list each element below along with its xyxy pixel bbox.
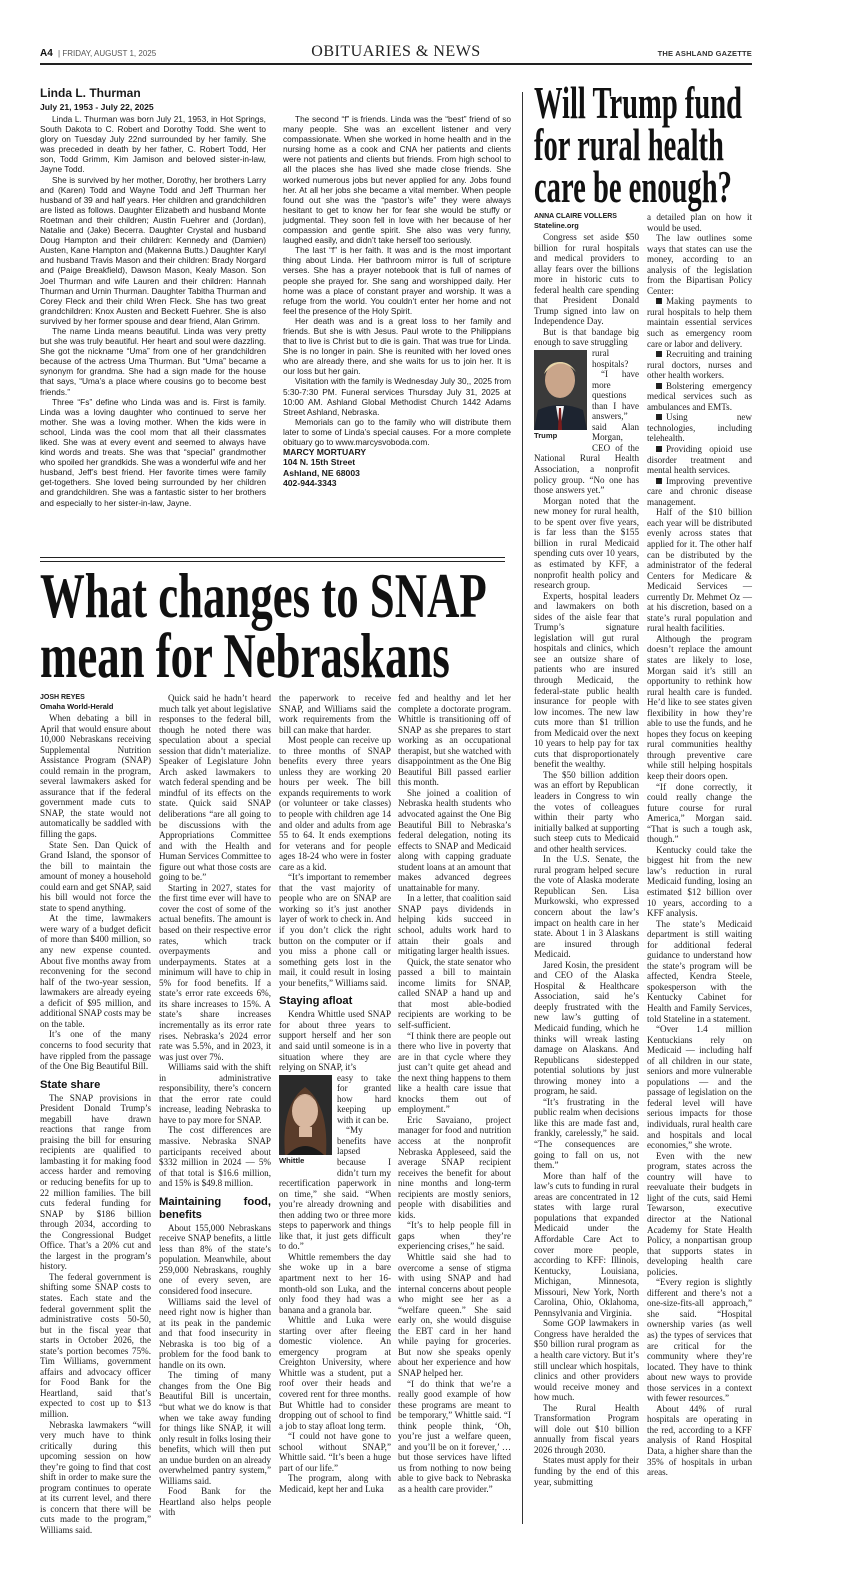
paragraph: Whittle remembers the day she woke up in a bare apartment next to her 16-month-old son Luka, and the only food they had was a banana and a granola bar. <box>279 1251 391 1315</box>
paragraph: Food Bank for the Heartland also helps people with <box>159 1486 271 1518</box>
bullet-item <box>647 444 752 476</box>
mortuary-info <box>283 447 511 488</box>
paragraph: But is that bandage big enough to save struggling <box>534 326 639 348</box>
photo-trump <box>534 350 587 442</box>
paragraph: Although the program doesn’t replace the amount states are likely to lose, Morgan said it’s still an opportunity to rethink how rural health care is funded. He’d like to see states given flexibility in how they’re able to use the funds, and he hopes they focus on keeping rural communities healthy through preventive care while still helping hospitals keep their doors open. <box>647 633 752 781</box>
paragraph: In a letter, that coalition said SNAP pays dividends in helping kids succeed in school, adults work hard to attain their goals and mitigating larger health issues. <box>398 893 511 957</box>
byline <box>534 212 639 230</box>
snap-story-column-2 <box>159 693 271 1525</box>
page-header-left <box>40 48 156 59</box>
paragraph: Congress set aside $50 billion for rural hospitals and medical providers to allay fears over the billions more in historic cuts to federal health care spending that President Donald Trump signed into law on Independence Day. <box>534 232 639 327</box>
paragraph: Williams said the level of need right now is higher than at its peak in the pandemic and that food insecurity in Nebraska is too big of a problem for the food bank to handle on its own. <box>159 1296 271 1370</box>
square-bullet-icon <box>656 478 662 484</box>
paragraph: “I do think that we’re a really good example of how these programs are meant to be temporary,” Whittle said. “I think people think, ‘Oh, you’re just a welfare queen, and you’ll be on it forever,’ … but those services have lifted us from nothing to now being able to give back to Nebraska as a health care provider.” <box>398 1378 511 1495</box>
photo-whittle <box>279 1075 332 1167</box>
paragraph: Linda L. Thurman was born July 21, 1953, in Hot Springs, South Dakota to C. Robert and Dorothy Todd. She went to glory on Tuesday July 22nd surrounded by her family. She was preceded in death by her father, C. Robert Todd, Her son, Todd Grimm, Kim Jamison and beloved sister-in-law, Jayne Todd. <box>40 114 266 175</box>
bullet-text: Using new technologies, including telehealth. <box>647 412 752 444</box>
header-separator: | <box>58 49 61 58</box>
author-name: JOSH REYES <box>40 694 85 701</box>
paragraph: Quick, the state senator who passed a bill to maintain income limits for SNAP, called SNAP a hand up and that most able-bodied recipients are working to be self-sufficient. <box>398 956 511 1030</box>
paragraph: The timing of many changes from the One Big Beautiful Bill is uncertain, “but what we do know is that when we take away funding for things like SNAP, it will only result in folks losing their benefits, which will then put an undue burden on an already overwhelmed pantry system,” Williams said. <box>159 1370 271 1486</box>
newspaper-name: THE ASHLAND GAZETTE <box>657 49 752 58</box>
paragraph: When debating a bill in April that would ensure about 10,000 Nebraskans receiving Supplemental Nutrition Assistance Program (SNAP) could remain in the program, several lawmakers asked for assurance that if the federal government made cuts to SNAP, the state would not automatically be saddled with filling the gaps. <box>40 713 151 840</box>
trump-story-column-1-text <box>534 232 639 1487</box>
author-name: ANNA CLAIRE VOLLERS <box>534 213 617 220</box>
bullet-text: Bolstering emergency medical services such as ambulances and EMTs. <box>647 380 752 412</box>
obituary-column-2-text <box>283 114 511 447</box>
bullet-item <box>647 296 752 349</box>
snap-story-column-3 <box>279 693 391 1525</box>
paragraph: “It’s frustrating in the public realm when decisions like this are made fast and, frankly, carelessly,” he said. “The consequences are going to fall on us, not them.” <box>534 1096 639 1171</box>
paragraph: “My benefits have lapsed because I didn’t turn my recertification paperwork in on time,” she said. “When you’re already drowning and then adding two or three more steps to paperwork and things like that, it just gets difficult to do.” <box>279 1125 391 1252</box>
paragraph: Kendra Whittle used SNAP for about three years to support herself and her son and said until someone is in a situation where they are relying on SNAP, it’s <box>279 1009 391 1073</box>
paragraph: More than half of the law’s cuts to funding in rural areas are concentrated in 12 states with large rural populations that expanded Medicaid under the Affordable Care Act to cover more people, according to KFF: Illinois, Kentucky, Louisiana, Michigan, Minnesota, Missouri, New York, North Carolina, Ohio, Oklahoma, Pennsylvania and Virginia. <box>534 1170 639 1318</box>
paragraph: She is survived by her mother, Dorothy, her brothers Larry and (Karen) Todd and Wayne Todd and Jeff Thurman her husband of 39 and half years. Her children and grandchildren are listed as follows. Daughter Elizabeth and husband Monte Roetman and their children; Austin Fuehrer and (Jordan), Natalie and (Jake) Becerra. Daughter Crystal and husband Doug Hampton and their children: Kennedy and (Damien) Austen, Kane Hampton and (Makenna Butts.) Daughter Karyl and husband Travis Mason and their children: Brady Norgard and (Paige Breakfield), Dawson Mason, Kealy Mason. Son Joel Thurman and wife Lauren and their children: Hannah Thurman and Urnin Thurman. Daughter Tabitha Thurman and Corey Fleck and their child Wren Fleck. She has two great grandchildren: Knox Austen and Beckett Fuehrer. She is also survived by her former spouse and dear friend, Alan Grimm. <box>40 174 266 326</box>
paragraph: About 44% of rural hospitals are operating in the red, according to a KFF analysis of Rand Hospital Data, a higher share than the 35% of hospitals in urban areas. <box>647 1403 752 1478</box>
issue-date: FRIDAY, AUGUST 1, 2025 <box>62 49 157 58</box>
paragraph: The $50 billion addition was an effort by Republican leaders in Congress to win the votes of colleagues within their party who initially balked at supporting such steep cuts to Medicaid and other health services. <box>534 769 639 854</box>
bullet-text: Recruiting and training rural doctors, nurses and other health workers. <box>647 349 752 381</box>
snap-story-column-1 <box>40 693 151 1536</box>
obituary-column-2 <box>283 114 511 552</box>
bullet-item <box>647 381 752 413</box>
paragraph-continued: a detailed plan on how it would be used. <box>647 212 752 233</box>
paragraph: About 155,000 Nebraskans receive SNAP benefits, a little less than 8% of the state’s population. Meanwhile, about 259,000 Nebraskans, roughly one of every seven, are considered food insecure. <box>159 1222 271 1296</box>
square-bullet-icon <box>656 414 662 420</box>
paragraph: “It’s important to remember that the vast majority of people who are on SNAP are working so it’s just another layer of work to check in. And if you don’t click the right button on the computer or if you miss a phone call or something gets lost in the mail, it could result in losing your benefits,” Williams said. <box>279 872 391 988</box>
paragraph: “If done correctly, it could really change the future course for rural America,” Morgan said. “That is such a tough ask, though.” <box>647 781 752 845</box>
obituary-column-1 <box>40 114 266 552</box>
paragraph-continued: rural hospitals? <box>592 348 629 369</box>
paragraph: The name Linda means beautiful. Linda was very pretty but she was truly beautiful. Her heart and soul were dazzling. She got the nickname “Uma” from one of her grandchildren because of the actress Uma Thurman. But “Uma” became a synonym for grandma. She had a sign made for the house that says, “Uma’s a place where cousins go to become best friends.” <box>40 325 266 397</box>
paragraph: “Over 1.4 million Kentuckians rely on Medicaid — including half of all children in our state, seniors and more vulnerable populations — and the passage of legislation on the federal level will have serious impacts for those individuals, rural health care and hospitals and local economies,” she wrote. <box>647 1024 752 1151</box>
paragraph: Nebraska lawmakers “will very much have to think critically during this upcoming session on how they’re going to find that cost shift in order to make sure the program continues to operate at its current level, and there is concern that there will be cuts made to the program,” Williams said. <box>40 1419 151 1536</box>
paragraph: “Every region is slightly different and there’s not a one-size-fits-all approach,” she said. “Hospital ownership varies (as well as) the types of services that are critical for the community where they’re located. They have to think about new ways to provide those services in a context with fewer resources.” <box>647 1277 752 1404</box>
photo-caption: Trump <box>534 431 558 441</box>
author-outlet: Omaha World-Herald <box>40 702 114 711</box>
byline <box>40 693 151 711</box>
paragraph: The law outlines some ways that states can use the money, according to an analysis of the legislation from the Bipartisan Policy Center: <box>647 233 752 296</box>
square-bullet-icon <box>656 383 662 389</box>
paragraph: The Rural Health Transformation Program will dole out $10 billion annually from fiscal years 2026 through 2030. <box>534 1402 639 1455</box>
paragraph-continued: fed and healthy and let her complete a doctorate program. Whittle is transitioning off of SNAP as she prepares to start working as an occupational therapist, but she watched with disappointment as the One Big Beautiful Bill passed earlier this month. <box>398 693 511 788</box>
bullet-text: Providing opioid use disorder treatment and mental health services. <box>647 444 752 476</box>
obituary-dates: July 21, 1953 - July 22, 2025 <box>40 102 154 112</box>
column-divider <box>522 92 523 1524</box>
obituary-name: Linda L. Thurman <box>40 86 141 100</box>
paragraph: The state’s Medicaid department is still waiting for additional federal guidance to understand how the state’s program will be affected, Kendra Steele, spokesperson with the Kentucky Cabinet for Health and Family Services, told Stateline in a statement. <box>647 918 752 1024</box>
paragraph: Visitation with the family is Wednesday July 30,, 2025 from 5:30-7:30 PM. Funeral services Thursday July 31, 2025 at 10:00 AM. Ashland Global Methodist Church 1442 Adams Street Ashland, Nebraska. <box>283 376 511 417</box>
paragraph: The federal government is shifting some SNAP costs to states. Each state and the federal government split the administrative costs 50-50, but in the fiscal year that starts in October 2026, the state’s portion becomes 75%. Tim Williams, government affairs and advocacy officer for Food Bank for the Heartland, said that’s expected to cost up to $13 million. <box>40 1271 151 1419</box>
paragraph: The program, along with Medicaid, kept her and Luka <box>279 1473 391 1494</box>
mortuary-name: MARCY MORTUARY <box>283 447 367 458</box>
paragraph: Starting in 2027, states for the first time ever will have to cover the cost of some of the actual benefits. The amount is based on their respective error rates, which track overpayments and underpayments. States at a minimum will have to chip in 5% for food benefits. If a state’s error rate exceeds 6%, its share increases to 15%. A state’s share increases incrementally as its error rate rises. Nebraska’s 2024 error rate was 5.5%, and in 2023, it was just over 7%. <box>159 882 271 1062</box>
trump-story-headline <box>534 78 862 212</box>
portrait-image <box>534 350 587 430</box>
paragraph: Whittle said she had to overcome a sense of stigma with using SNAP and had internal concerns about people who might see her as a “welfare queen.” She said early on, she would disguise the EBT card in her hand while paying for groceries. But now she speaks openly about her experience and how SNAP helped her. <box>398 1251 511 1378</box>
mortuary-street: 104 N. 15th Street <box>283 457 356 468</box>
paragraph: Half of the $10 billion each year will be distributed evenly across states that applied for it. The other half can be distributed by the administrator of the federal Centers for Medicare & Medicaid Services — currently Dr. Mehmet Oz — at his discretion, based on a state’s rural population and rural health facilities. <box>647 507 752 634</box>
section-title: OBITUARIES & NEWS <box>311 43 481 60</box>
snap-story-column-4 <box>398 693 511 1525</box>
subheading: State share <box>40 1078 101 1091</box>
bullet-text: Making payments to rural hospitals to help them maintain essential services such as emergency room care or labor and delivery. <box>647 296 752 349</box>
paragraph: “It’s to help people fill in gaps when they’re experiencing crises,” he said. <box>398 1220 511 1252</box>
author-outlet: Stateline.org <box>534 221 579 230</box>
paragraph: Experts, hospital leaders and lawmakers on both sides of the aisle fear that Trump’s signature legislation will gut rural hospitals and clinics, which see an outsize share of patients who are insured through Medicaid, the federal-state public health insurance for people with low incomes. The new law cuts more than $1 trillion from Medicaid over the next 10 years to help pay for tax cuts that disproportionately benefit the wealthy. <box>534 590 639 770</box>
paragraph: The SNAP provisions in President Donald Trump’s megabill have drawn reactions that range from praising the bill for ensuring recipients are qualified to lambasting it for making food access harder and removing or reducing benefits for up to 22 million families. The bill cuts federal funding for SNAP by $186 billion through 2034, according to the Congressional Budget Office. That’s a 20% cut and the largest in the program’s history. <box>40 1092 151 1272</box>
paragraph: It’s one of the many concerns to food security that have rippled from the passage of the One Big Beautiful Bill. <box>40 1029 151 1072</box>
paragraph: “I could not have gone to school without SNAP,” Whittle said. “It’s been a huge part of our life.” <box>279 1431 391 1473</box>
paragraph: Quick said he hadn’t heard much talk yet about legislative responses to the federal bill, though he noted there was speculation about a special session that didn’t materialize. Speaker of Legislature John Arch asked lawmakers to watch federal spending and be mindful of its effects on the state. Quick said SNAP deliberations “are all going to be discussions with the Appropriations Committee and with the Health and Human Services Committee to figure out what those costs are going to be.” <box>159 693 271 883</box>
paragraph: Jared Kosin, the president and CEO of the Alaska Hospital & Healthcare Association, said he’s deeply frustrated with the new law’s gutting of Medicaid funding, which he thinks will wreak lasting damage on Alaskans. And Republicans sidestepped potential solutions by just throwing money into a program, he said. <box>534 959 639 1097</box>
portrait-image <box>279 1075 332 1155</box>
paragraph: Kentucky could take the biggest hit from the new law’s reduction in rural Medicaid funding, losing an estimated $12 billion over 10 years, according to a KFF analysis. <box>647 844 752 919</box>
paragraph: “I think there are people out there who live in poverty that are in that cycle where they just can’t quite get ahead and the next thing happens to them like a health care issue that knocks them out of employment.” <box>398 1030 511 1115</box>
square-bullet-icon <box>656 298 662 304</box>
paragraph: State Sen. Dan Quick of Grand Island, the sponsor of the bill to maintain the amount of money a household could earn and get SNAP, said his bill would not force the state to spend anything. <box>40 839 151 913</box>
paragraph: Eric Savaiano, project manager for food and nutrition access at the nonprofit Nebraska Appleseed, said the average SNAP recipient receives the benefit for about nine months and long-term recipients are mostly seniors, people with disabilities and kids. <box>398 1114 511 1220</box>
header-rule <box>40 63 752 65</box>
snap-story-column-1-text <box>40 713 151 1536</box>
paragraph: At the time, lawmakers were wary of a budget deficit of more than $400 million, so any new expense counted. About five months away from reconvening for the second half of the two-year session, lawmakers are already eyeing a deficit of $95 million, and additional SNAP costs may be on the table. <box>40 913 151 1029</box>
paragraph-continued: the paperwork to receive SNAP, and Williams said the work requirements from the bill can make that harder. <box>279 693 391 735</box>
headline-line: care be enough? <box>534 162 732 212</box>
headline-line: What changes to SNAP <box>40 560 487 631</box>
headline-line: Will Trump fund <box>534 78 743 128</box>
bullet-item <box>647 349 752 381</box>
bullet-text: Improving preventive care and chronic disease management. <box>647 475 752 507</box>
paragraph: The last “f” is her faith. It was and is the most important thing about Linda. Her bathroom mirror is full of scripture verses. She has a prayer notebook that is full of names of people she prayed for. She sang and worshipped daily. Her home was a place of constant prayer and worship. It was a refuge from the world. You couldn’t enter her home and not feel the presence of the Holy Spirit. <box>283 245 511 316</box>
bullet-item <box>647 412 752 444</box>
photo-caption: Whittle <box>279 1155 305 1165</box>
paragraph: Whittle and Luka were starting over after fleeing domestic violence. An emergency program at Creighton University, where Whittle was a student, put a roof over their heads and covered rent for three months. But Whittle had to consider dropping out of school to find a job to stay afloat long term. <box>279 1315 391 1431</box>
trump-story-column-1 <box>534 212 639 1525</box>
paragraph: “I have more questions than I have answers,” said Alan Morgan, CEO of the National Rural Health Association, a nonprofit policy group. “No one has those answers yet.” <box>534 369 639 496</box>
paragraph: The cost differences are massive. Nebraska SNAP participants received about $332 million in 2024 — 5% of that total is $16.6 million, and 15% is $49.8 million. <box>159 1125 271 1189</box>
mortuary-phone: 402-944-3343 <box>283 477 337 488</box>
paragraph: Her death was and is a great loss to her family and friends. But she is with Jesus. Paul wrote to the Philippians that to live is Christ but to die is gain. That was true for Linda. She is no longer in pain. She is reunited with her loved ones who are already there, and she waits for us to join her. It is our loss but her gain. <box>283 315 511 377</box>
subheading: Staying afloat <box>279 995 353 1008</box>
paragraph: Morgan noted that the new money for rural health, to be spent over five years, is far less than the $155 billion in rural Medicaid spending cuts over 10 years, as estimated by KFF, a nonprofit health policy and research group. <box>534 495 639 591</box>
paragraph: Some GOP lawmakers in Congress have heralded the $50 billion rural program as a health care victory. But it’s still unclear which hospitals, clinics and other providers would receive money and how much. <box>534 1318 639 1403</box>
headline-line: for rural health <box>534 120 724 170</box>
paragraph: Most people can receive up to three months of SNAP benefits every three years unless they are working 20 hours per week. The bill expands requirements to work (or volunteer or take classes) to people with children age 14 and older and adults from age 55 to 64. It ends exemptions for veterans and for people ages 18-24 who were in foster care as a kid. <box>279 735 391 872</box>
trump-story-column-2 <box>647 212 752 1525</box>
page-number: A4 <box>40 48 53 59</box>
paragraph: Three “Fs” define who Linda was and is. First is family. Linda was a loving daughter who continued to serve her mother. She was a loving mother. When the kids were in school, Linda was the cool mom that all their classmates liked. She was at every event and seemed to always have kind words and treats. She was that “special” grandmother who spoiled her grandkids. She was a wonderful wife and her husband, Jeff’s best friend. Her favorite times were family get-togethers. She loved being surrounded by her children and grandchildren. She was a fantastic sister to her brothers and especially to her sister-in-law, Jayne. <box>40 396 266 508</box>
mortuary-city: Ashland, NE 68003 <box>283 467 360 478</box>
paragraph-continued: easy to take for granted how hard keeping up with it can be. <box>337 1072 391 1125</box>
paragraph: She joined a coalition of Nebraska health students who advocated against the One Big Beautiful Bill to Nebraska’s federal delegation, noting its effects to SNAP and Medicaid along with capping graduate student loans at an amount that makes advanced degrees unattainable for many. <box>398 787 511 893</box>
paragraph: States must apply for their funding by the end of this year, submitting <box>534 1455 639 1487</box>
paragraph: Even with the new program, states across the country will have to reevaluate their budgets in light of the cuts, said Hemi Tewarson, executive director at the National Academy for State Health Policy, a nonpartisan group that supports states in developing health care policies. <box>647 1150 752 1277</box>
bullet-item <box>647 476 752 508</box>
square-bullet-icon <box>656 351 662 357</box>
subheading: Maintaining food, benefits <box>159 1195 271 1221</box>
headline-line: mean for Nebraskans <box>40 620 450 691</box>
paragraph: In the U.S. Senate, the rural program helped secure the vote of Alaska moderate Republican Sen. Lisa Murkowski, who expressed concern about the law’s impact on health care in her state. About 1 in 3 Alaskans are insured through Medicaid. <box>534 854 639 960</box>
snap-story-headline <box>40 560 678 691</box>
paragraph: The second “f” is friends. Linda was the “best” friend of so many people. She was an excellent listener and very compassionate. When she worked in home health and in the nursing home as a cook and CNA her patients and clients were not patients and clients but friends. From high school to all the places she has lived she made close friends. She worked numerous jobs but never applied for any. Jobs found her. At all her jobs she became a vital member. When people found out she was the “pastor’s wife” they were always hesitant to get to know her for fear she would be stuffy or judgmental. They soon fell in love with her because of her compassion and gentle spirit. She also was very funny, laughed easily, and didn’t take herself too seriously. <box>283 114 511 246</box>
paragraph: Williams said with the shift in administrative responsibility, there’s concern that the error rate could increase, leading Nebraska to have to pay more for SNAP. <box>159 1062 271 1125</box>
square-bullet-icon <box>656 446 662 452</box>
paragraph: Memorials can go to the family who will distribute them later to some of Linda’s special causes. For a more complete obituary go to www.marcysvoboda.com. <box>283 416 511 447</box>
